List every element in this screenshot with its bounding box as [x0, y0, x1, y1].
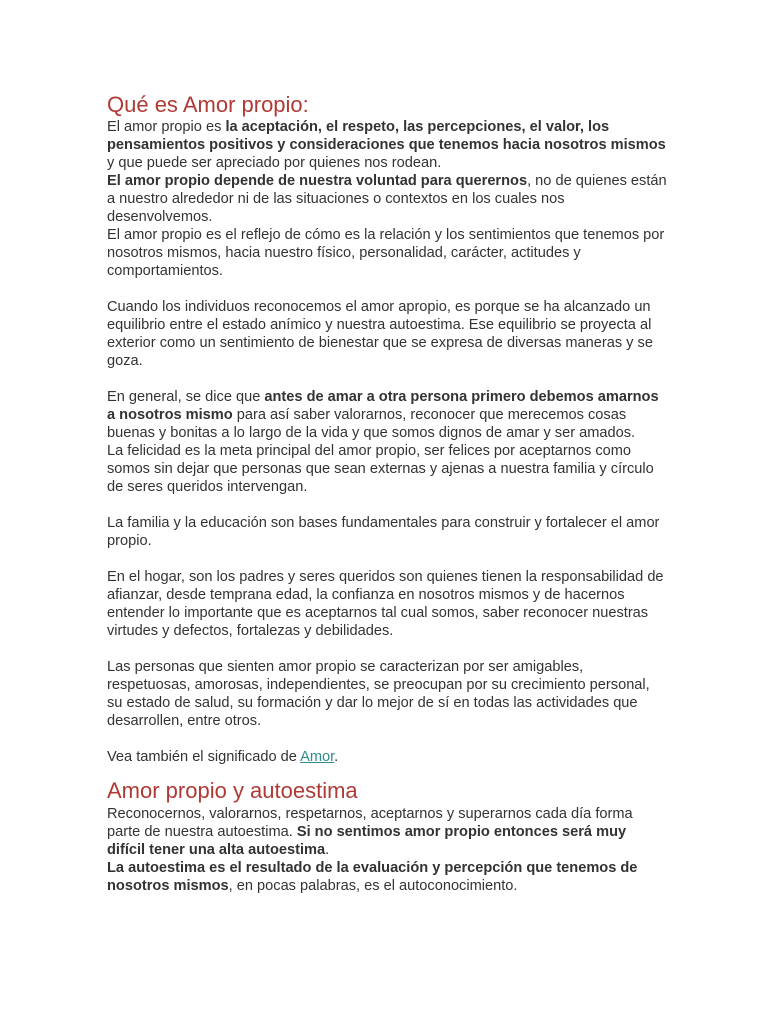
- paragraph-voluntad: [107, 172, 667, 226]
- paragraph-en-general: [107, 388, 667, 442]
- text: , no de quienes están a nuestro alrededor ni de las situaciones o contextos en los cuales nos desenvolvemos.: [107, 173, 667, 225]
- bold-text: Si no sentimos amor propio entonces será muy difícil tener una alta autoestima: [107, 824, 627, 858]
- paragraph-felicidad: La felicidad es la meta principal del amor propio, ser felices por aceptarnos como somos sin dejar que personas que sean externas y ajenas a nuestra familia y círculo de seres queridos intervengan.: [107, 443, 654, 495]
- bold-text: La autoestima es el resultado de la evaluación y percepción que tenemos de nosotros mismos: [107, 860, 638, 894]
- text: .: [334, 749, 339, 765]
- article: [107, 88, 667, 895]
- text: .: [325, 842, 330, 858]
- bold-text: la aceptación, el respeto, las percepciones, el valor, los pensamientos positivos y consideraciones que tenemos hacia nosotros mismos: [107, 119, 666, 153]
- section-title-que-es-amor-propio: Qué es Amor propio:: [107, 92, 309, 117]
- bold-text: El amor propio depende de nuestra voluntad para querernos: [107, 173, 528, 189]
- paragraph-reflejo: El amor propio es el reflejo de cómo es la relación y los sentimientos que tenemos por nosotros mismos, hacia nuestro físico, personalidad, carácter, actitudes y comportamientos.: [107, 227, 665, 279]
- bold-text: antes de amar a otra persona primero debemos amarnos a nosotros mismo: [107, 389, 659, 423]
- paragraph-equilibrio: Cuando los individuos reconocemos el amor apropio, es porque se ha alcanzado un equilibrio entre el estado anímico y nuestra autoestima. Ese equilibrio se proyecta al exterior como un sentimiento de bienestar que se expresa de diversas maneras y se goza.: [107, 299, 653, 369]
- paragraph-reconocernos: [107, 805, 667, 859]
- section-title-amor-propio-y-autoestima: Amor propio y autoestima: [107, 778, 358, 803]
- text: Reconocernos, valorarnos, respetarnos, aceptarnos y superarnos cada día forma parte de nuestra autoestima.: [107, 806, 633, 840]
- text: y que puede ser apreciado por quienes nos rodean.: [107, 155, 442, 171]
- paragraph-autoestima-resultado: [107, 859, 667, 895]
- paragraph-personas: Las personas que sienten amor propio se caracterizan por ser amigables, respetuosas, amorosas, independientes, se preocupan por su crecimiento personal, su estado de salud, su formación y dar lo mejor de sí en todas las actividades que desarrollen, entre otros.: [107, 659, 650, 729]
- text: , en pocas palabras, es el autoconocimiento.: [228, 878, 518, 894]
- paragraph-hogar: En el hogar, son los padres y seres queridos son quienes tienen la responsabilidad de afianzar, desde temprana edad, la confianza en nosotros mismos y de hacernos entender lo importante que es aceptarnos tal cual somos, saber reconocer nuestras virtudes y defectos, fortalezas y debilidades.: [107, 569, 664, 639]
- text: El amor propio es: [107, 119, 226, 135]
- text: En general, se dice que: [107, 389, 265, 405]
- paragraph-definition: [107, 118, 667, 172]
- text: para así saber valorarnos, reconocer que merecemos cosas buenas y bonitas a lo largo de la vida y que somos dignos de amar y ser amados.: [107, 407, 636, 441]
- paragraph-vea-tambien: [107, 748, 667, 766]
- text: Vea también el significado de: [107, 749, 301, 765]
- paragraph-familia: La familia y la educación son bases fundamentales para construir y fortalecer el amor propio.: [107, 515, 660, 549]
- amor-link[interactable]: Amor: [300, 749, 335, 765]
